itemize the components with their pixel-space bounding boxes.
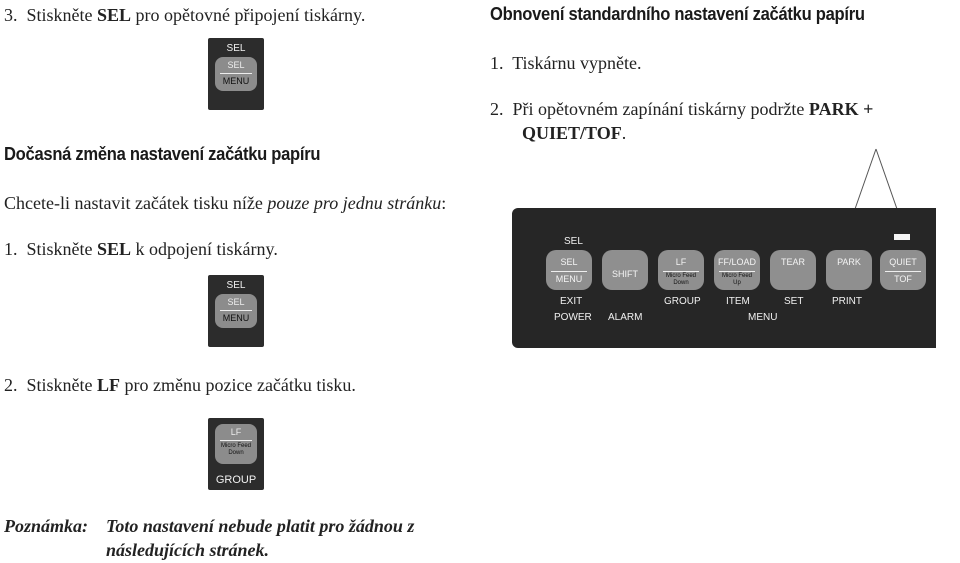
lf-button[interactable]: LF Micro Feed Down <box>658 250 704 290</box>
sel-key-illustration-1: SEL SEL MENU <box>208 38 264 110</box>
set-label: SET <box>784 296 804 307</box>
step3-text: 3. Stiskněte SEL pro opětovné připojení tiskárny. <box>4 5 366 25</box>
sel-indicator-label: SEL <box>564 236 583 247</box>
shift-button[interactable]: SHIFT <box>602 250 648 290</box>
power-label: POWER <box>554 312 592 323</box>
exit-label: EXIT <box>560 296 583 307</box>
print-label: PRINT <box>832 296 862 307</box>
quiet-indicator-led <box>894 234 910 240</box>
heading-reset: Obnovení standardního nastavení začátku papíru <box>490 4 865 24</box>
sel-key-illustration-2: SEL SEL MENU <box>208 275 264 347</box>
reset-step2: 2. Při opětovném zapínání tiskárny podržte PARK + <box>490 99 874 119</box>
intro-text: Chcete-li nastavit začátek tisku níže pouze pro jednu stránku: <box>4 193 447 213</box>
menu-label: MENU <box>748 312 778 323</box>
alarm-label: ALARM <box>608 312 643 323</box>
step2-text: 2. Stiskněte LF pro změnu pozice začátku tisku. <box>4 375 356 395</box>
note <box>4 514 88 538</box>
note-body: Toto nastavení nebude platit pro žádnou z následujících stránek. <box>106 516 415 560</box>
tear-button[interactable]: TEAR <box>770 250 816 290</box>
quiet-tof-button[interactable]: QUIET TOF <box>880 250 926 290</box>
printer-control-panel <box>512 208 936 348</box>
sel-menu-button[interactable]: SEL MENU <box>546 250 592 290</box>
reset-step1: 1. Tiskárnu vypněte. <box>490 53 642 73</box>
park-button[interactable]: PARK <box>826 250 872 290</box>
item-label: ITEM <box>726 296 750 307</box>
group-label: GROUP <box>664 296 701 307</box>
lf-key-illustration: LF Micro Feed Down GROUP <box>208 418 264 490</box>
note-label: Poznámka: <box>4 516 89 536</box>
ff-load-button[interactable]: FF/LOAD Micro Feed Up <box>714 250 760 290</box>
reset-step2-line2: QUIET/TOF. <box>522 123 627 143</box>
heading-temporary-change: Dočasná změna nastavení začátku papíru <box>4 144 321 164</box>
step1-text: 1. Stiskněte SEL k odpojení tiskárny. <box>4 239 278 259</box>
